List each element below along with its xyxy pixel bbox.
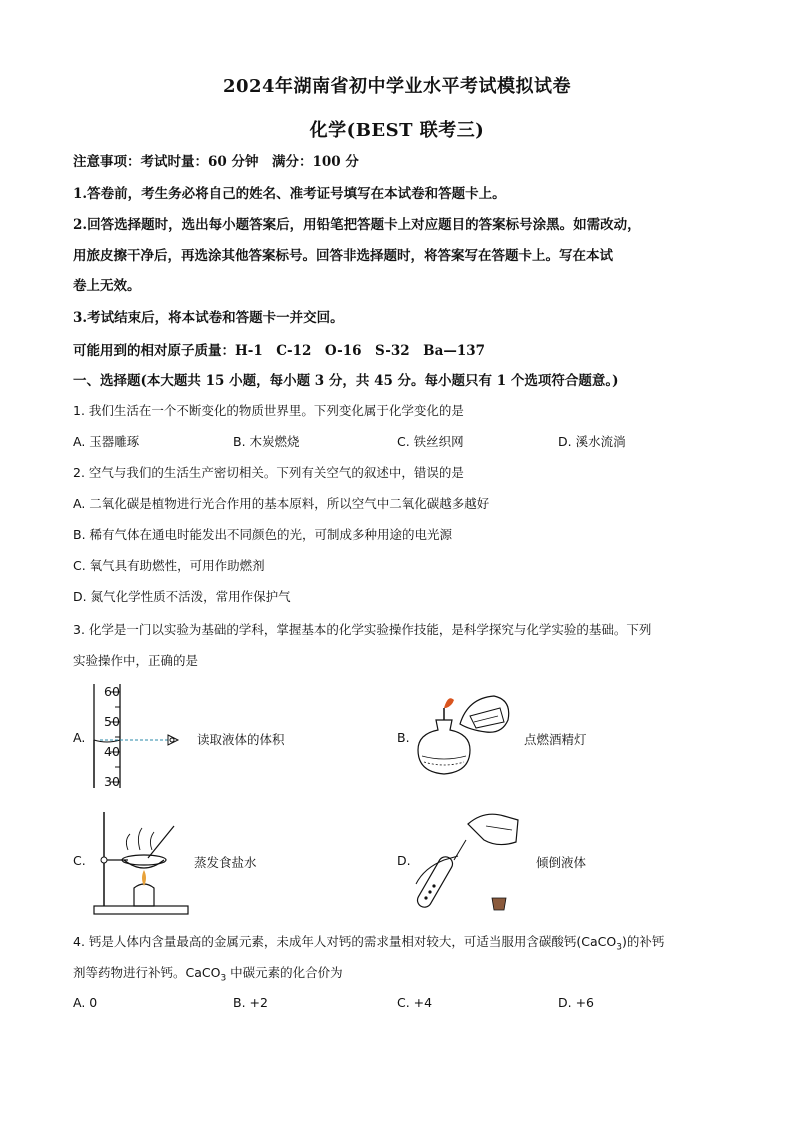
scale-label-40: 40	[104, 744, 120, 759]
question-4-stem-line-2: 剂等药物进行补钙。CaCO$_3$ 中碳元素的化合价为	[73, 965, 343, 984]
pouring-liquid-figure	[414, 806, 530, 916]
evaporation-setup-figure	[88, 806, 198, 916]
q3-option-c-letter[interactable]: C.	[73, 853, 86, 868]
q2-option-d[interactable]: D. 氮气化学性质不活泼，常用作保护气	[73, 589, 291, 604]
q3-option-a-letter[interactable]: A.	[73, 730, 86, 745]
question-3-stem-line-1: 3. 化学是一门以实验为基础的学科，掌握基本的化学实验操作技能，是科学探究与化学实验的基础。下列	[73, 622, 652, 637]
q3-option-d-caption: 倾倒液体	[536, 855, 587, 870]
scale-label-50: 50	[104, 714, 120, 729]
q2-option-c[interactable]: C. 氧气具有助燃性，可用作助燃剂	[73, 558, 265, 573]
notice-item-3: 3.考试结束后，将本试卷和答题卡一并交回。	[73, 310, 344, 326]
graduated-cylinder-figure	[88, 680, 188, 792]
q1-option-a[interactable]: A. 玉器雕琢	[73, 434, 140, 449]
question-2-stem: 2. 空气与我们的生活生产密切相关。下列有关空气的叙述中，错误的是	[73, 465, 464, 480]
exam-subtitle: 化学(BEST 联考三)	[309, 120, 485, 141]
notice-item-1: 1.答卷前，考生务必将自己的姓名、准考证号填写在本试卷和答题卡上。	[73, 186, 506, 202]
exam-title: 2024年湖南省初中学业水平考试模拟试卷	[222, 76, 572, 97]
q1-option-b[interactable]: B. 木炭燃烧	[233, 434, 300, 449]
q3-option-c-caption: 蒸发食盐水	[194, 855, 257, 870]
q1-option-c[interactable]: C. 铁丝织网	[397, 434, 464, 449]
notice-item-2-line-3: 卷上无效。	[73, 278, 141, 294]
q3-option-a-caption: 读取液体的体积	[197, 732, 285, 747]
section-1-heading: 一、选择题(本大题共 15 小题，每小题 3 分，共 45 分。每小题只有 1 个选项符合题意。)	[73, 373, 619, 389]
atomic-masses: 可能用到的相对原子质量：H-1 C-12 O-16 S-32 Ba—137	[73, 343, 485, 359]
scale-label-30: 30	[104, 774, 120, 789]
q3-option-b-caption: 点燃酒精灯	[524, 732, 587, 747]
question-4-stem-line-1: 4. 钙是人体内含量最高的金属元素，未成年人对钙的需求量相对较大，可适当服用含碳酸钙(CaCO$_3$)的补钙	[73, 934, 665, 953]
q4-option-d[interactable]: D. +6	[558, 995, 594, 1010]
q1-option-d[interactable]: D. 溪水流淌	[558, 434, 626, 449]
question-1-stem: 1. 我们生活在一个不断变化的物质世界里。下列变化属于化学变化的是	[73, 403, 464, 418]
q2-option-b[interactable]: B. 稀有气体在通电时能发出不同颜色的光，可制成多种用途的电光源	[73, 527, 453, 542]
scale-label-60: 60	[104, 684, 120, 699]
q2-option-a[interactable]: A. 二氧化碳是植物进行光合作用的基本原料，所以空气中二氧化碳越多越好	[73, 496, 490, 511]
q3-option-b-letter[interactable]: B.	[397, 730, 410, 745]
question-3-stem-line-2: 实验操作中，正确的是	[73, 653, 199, 668]
q4-option-c[interactable]: C. +4	[397, 995, 433, 1010]
notice-item-2-line-1: 2.回答选择题时，选出每小题答案后，用铅笔把答题卡上对应题目的答案标号涂黑。如需改动，	[73, 217, 641, 233]
alcohol-lamp-figure	[408, 690, 518, 782]
notice-item-2-line-2: 用旅皮擦干净后，再选涂其他答案标号。回答非选择题时，将答案写在答题卡上。写在本试	[73, 248, 613, 264]
notice-heading: 注意事项：考试时量：60 分钟 满分：100 分	[73, 154, 359, 170]
q4-option-a[interactable]: A. 0	[73, 995, 98, 1010]
q4-option-b[interactable]: B. +2	[233, 995, 268, 1010]
q3-option-d-letter[interactable]: D.	[397, 853, 411, 868]
